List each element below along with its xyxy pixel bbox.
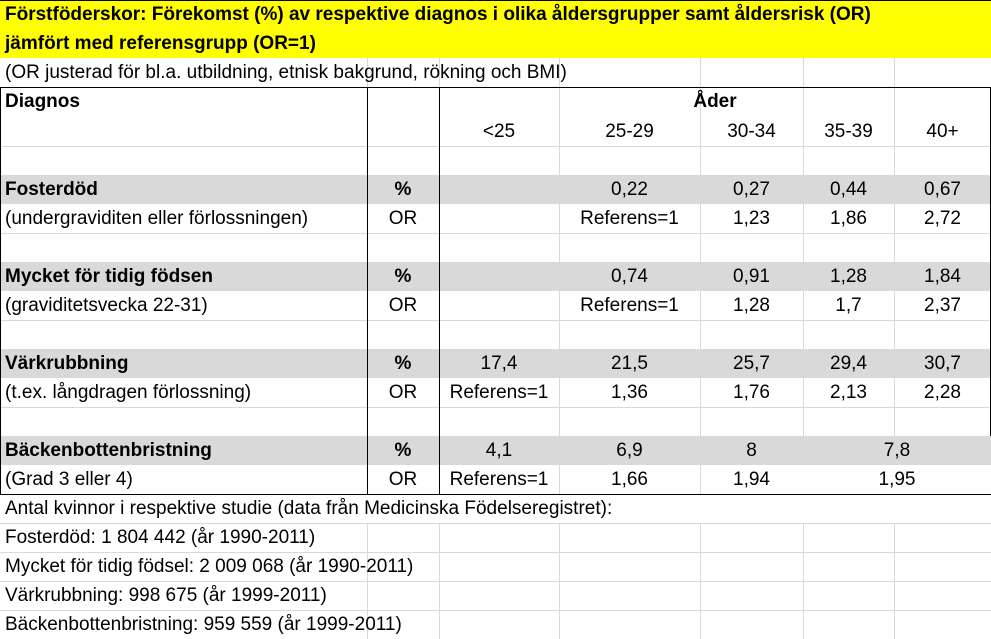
title-block [0, 0, 991, 58]
diagnosis-pct-row [0, 175, 991, 204]
gridline [0, 320, 991, 321]
footer-text: Bäckenbottenbristning: 959 559 (år 1999-2011) [5, 613, 402, 635]
gridline [0, 233, 991, 234]
table-border [0, 494, 991, 495]
gridline [0, 523, 991, 524]
value-cell: 2,37 [924, 294, 961, 316]
gridline [0, 349, 991, 350]
age-group-header: 35-39 [824, 120, 873, 142]
value-cell: 8 [746, 439, 757, 461]
diagnosis-pct-row [0, 262, 991, 291]
subtitle-row [0, 58, 991, 87]
diagnosis-note: (t.ex. långdragen förlossning) [5, 381, 252, 403]
value-cell: 1,94 [733, 468, 770, 490]
diagnosis-name: Mycket för tidig födsen [5, 265, 213, 287]
footer-row [0, 552, 991, 581]
table-border [367, 87, 368, 494]
value-cell [439, 291, 559, 320]
value-cell: 1,28 [733, 294, 770, 316]
value-cell: 30,7 [924, 352, 961, 374]
value-cell: 17,4 [480, 352, 518, 374]
value-cell: Referens=1 [449, 468, 549, 490]
unit-label: % [394, 352, 412, 374]
value-cell: 2,28 [924, 381, 961, 403]
age-group-header: 40+ [926, 120, 959, 142]
gridline [0, 262, 991, 263]
unit-label: % [394, 265, 412, 287]
value-cell: 6,9 [616, 439, 643, 461]
value-cell: Referens=1 [580, 294, 679, 316]
table-border [0, 87, 1, 494]
title-line-2: jämfört med referensgrupp (OR=1) [5, 32, 316, 54]
unit-label: OR [388, 381, 418, 403]
diagnosis-name: Bäckenbottenbristning [5, 439, 212, 461]
diagnosis-note: (Grad 3 eller 4) [5, 468, 133, 490]
unit-label: % [394, 178, 412, 200]
value-cell: 1,86 [830, 207, 867, 229]
header-row-2 [0, 117, 991, 146]
gridline [0, 610, 991, 611]
footer-row [0, 494, 991, 523]
footer-row [0, 523, 991, 552]
value-cell [439, 175, 559, 204]
value-cell: 2,13 [830, 381, 867, 403]
title-line-1: Förstföderskor: Förekomst (%) av respektive diagnos i olika åldersgrupper samt åldersrisk (OR) [5, 3, 871, 25]
value-cell: 1,36 [611, 381, 648, 403]
value-cell: 25,7 [733, 352, 770, 374]
value-cell: 2,72 [924, 207, 961, 229]
gridline [0, 581, 991, 582]
value-cell: Referens=1 [580, 207, 679, 229]
table-border [439, 87, 440, 494]
diagnosis-note: (undergraviditen eller förlossningen) [5, 207, 309, 229]
gridline [0, 552, 991, 553]
footer-text: Fosterdöd: 1 804 442 (år 1990-2011) [5, 526, 316, 548]
unit-label: OR [388, 207, 418, 229]
age-group-header: 25-29 [605, 120, 654, 142]
header-row-1 [0, 87, 991, 117]
table-border [0, 87, 991, 88]
footer-text: Värkrubbning: 998 675 (år 1999-2011) [5, 584, 327, 606]
value-cell: Referens=1 [449, 381, 549, 403]
merged-value-cell: 7,8 [803, 436, 991, 465]
subtitle: (OR justerad för bl.a. utbildning, etnisk bakgrund, rökning och BMI) [5, 61, 567, 83]
footer-row [0, 581, 991, 610]
header-alder: Åder [693, 91, 737, 112]
value-cell: 0,27 [733, 178, 770, 200]
value-cell: 0,44 [830, 178, 867, 200]
value-cell: 0,67 [924, 178, 961, 200]
value-cell: 1,23 [733, 207, 770, 229]
age-group-header: <25 [482, 120, 516, 142]
value-cell: 0,74 [611, 265, 648, 287]
header-diagnos: Diagnos [5, 91, 80, 112]
diagnosis-or-row [0, 291, 991, 320]
diagnosis-name: Fosterdöd [5, 178, 98, 200]
value-cell: 1,66 [611, 468, 648, 490]
value-cell [439, 204, 559, 233]
diagnosis-or-row [0, 378, 991, 407]
value-cell: 21,5 [611, 352, 648, 374]
value-cell: 1,76 [733, 381, 770, 403]
footer-text: Mycket för tidig födsel: 2 009 068 (år 1990-2011) [5, 555, 414, 577]
unit-label: % [394, 439, 412, 461]
footer-text: Antal kvinnor i respektive studie (data från Medicinska Födelseregistret): [0, 494, 991, 523]
diagnosis-or-row [0, 204, 991, 233]
diagnosis-pct-row [0, 349, 991, 378]
footer-row [0, 610, 991, 639]
value-cell: 29,4 [830, 352, 867, 374]
diagnosis-note: (graviditetsvecka 22-31) [5, 294, 208, 316]
diagnosis-or-row [0, 465, 991, 494]
diagnosis-pct-row [0, 436, 991, 465]
gridline [0, 175, 991, 176]
diagnosis-name: Värkrubbning [5, 352, 129, 374]
value-cell: 0,22 [611, 178, 648, 200]
unit-label: OR [388, 294, 418, 316]
age-group-header: 30-34 [727, 120, 776, 142]
value-cell [439, 262, 559, 291]
merged-value-cell: 1,95 [803, 465, 991, 494]
gridline [0, 146, 991, 147]
value-cell: 0,91 [733, 265, 770, 287]
table-border [0, 0, 991, 1]
value-cell: 4,1 [485, 439, 513, 461]
value-cell: 1,28 [830, 265, 867, 287]
value-cell: 1,7 [835, 294, 862, 316]
unit-label: OR [388, 468, 418, 490]
value-cell: 1,84 [924, 265, 961, 287]
gridline [0, 407, 991, 408]
